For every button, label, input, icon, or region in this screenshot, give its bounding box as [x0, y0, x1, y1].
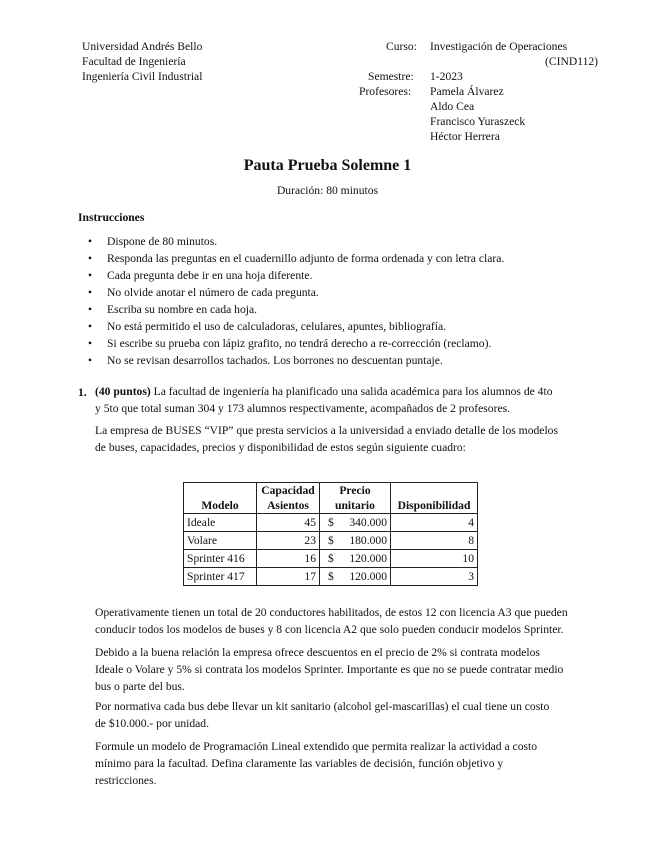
bullet-icon: •	[88, 337, 93, 350]
bullet-icon: •	[88, 286, 93, 299]
cell-price: $ 180.000	[320, 532, 391, 550]
cell-availability: 8	[391, 532, 478, 550]
course-code: (CIND112)	[545, 55, 599, 68]
question-number: 1.	[78, 386, 87, 399]
column-header-price: Precio unitario	[320, 483, 391, 514]
instruction-item: • Cada pregunta debe ir en una hoja diferente.	[88, 269, 313, 282]
cell-model: Sprinter 416	[184, 550, 257, 568]
task-paragraph: Formule un modelo de Programación Lineal extendido que permita realizar la actividad a costo mínimo para la facultad. Defina claramente las variables de decisión, función objetivo y restricciones.	[95, 740, 538, 787]
exam-duration: Duración: 80 minutos	[276, 184, 379, 197]
instructions-heading: Instrucciones	[78, 211, 145, 224]
company-paragraph: La empresa de BUSES “VIP” que presta servicios a la universidad a enviado detalle de los modelos de buses, capacidades, precios y disponibilidad de estos según siguiente cuadro:	[95, 424, 558, 454]
column-header-model: Modelo	[184, 483, 257, 514]
column-header-capacity: Capacidad Asientos	[257, 483, 320, 514]
cell-price: $ 120.000	[320, 568, 391, 586]
university-name: Universidad Andrés Bello	[82, 40, 203, 53]
bullet-icon: •	[88, 320, 93, 333]
table-row	[184, 514, 478, 532]
semester-value: 1-2023	[430, 70, 463, 83]
professors-label: Profesores:	[359, 85, 412, 98]
instruction-item: • No olvide anotar el número de cada pregunta.	[88, 286, 319, 299]
instruction-item: • Dispone de 80 minutos.	[88, 235, 218, 248]
professor-name: Héctor Herrera	[430, 130, 500, 143]
document-title: Pauta Prueba Solemne 1	[243, 157, 412, 174]
cell-price: $ 340.000	[320, 514, 391, 532]
table-row	[184, 532, 478, 550]
bullet-icon: •	[88, 269, 93, 282]
cell-price: $ 120.000	[320, 550, 391, 568]
cell-seats: 23	[257, 532, 320, 550]
semester-label: Semestre:	[368, 70, 414, 83]
bus-table	[183, 482, 478, 586]
column-header-availability: Disponibilidad	[391, 483, 478, 514]
program-name: Ingeniería Civil Industrial	[82, 70, 203, 83]
instruction-item: • No está permitido el uso de calculadoras, celulares, apuntes, bibliografía.	[88, 320, 446, 333]
question-points: (40 puntos)	[95, 385, 151, 398]
professor-name: Pamela Álvarez	[430, 85, 504, 98]
cell-availability: 3	[391, 568, 478, 586]
bullet-icon: •	[88, 252, 93, 265]
cell-model: Volare	[184, 532, 257, 550]
instruction-item: • Escriba su nombre en cada hoja.	[88, 303, 258, 316]
table-row	[184, 568, 478, 586]
bullet-icon: •	[88, 303, 93, 316]
drivers-paragraph: Operativamente tienen un total de 20 conductores habilitados, de estos 12 con licencia A3 que pueden conducir todos los modelos de buses y 8 con licencia A2 que solo pueden conducir modelos Sprinter.	[95, 606, 568, 636]
cell-seats: 17	[257, 568, 320, 586]
cell-availability: 10	[391, 550, 478, 568]
question-intro: (40 puntos) La facultad de ingeniería ha planificado una salida académica para los alumnos de 4to y 5to que total suman 304 y 173 alumnos respectivamente, acompañados de 2 profesores.	[95, 385, 553, 415]
professor-name: Aldo Cea	[430, 100, 475, 113]
discount-paragraph: Debido a la buena relación la empresa ofrece descuentos en el precio de 2% si contrata modelos Ideale o Volare y 5% si contrata los modelos Sprinter. Importante es que no se puede contratar medio bus o parte del bus.	[95, 646, 564, 693]
instruction-item: • Si escribe su prueba con lápiz grafito, no tendrá derecho a re-corrección (reclamo).	[88, 337, 492, 350]
table-row	[184, 550, 478, 568]
cell-availability: 4	[391, 514, 478, 532]
faculty-name: Facultad de Ingeniería	[82, 55, 186, 68]
bullet-icon: •	[88, 354, 93, 367]
cell-model: Ideale	[184, 514, 257, 532]
professor-name: Francisco Yuraszeck	[430, 115, 526, 128]
bullet-icon: •	[88, 235, 93, 248]
cell-seats: 45	[257, 514, 320, 532]
course-label: Curso:	[386, 40, 417, 53]
instruction-item: • No se revisan desarrollos tachados. Los borrones no descuentan puntaje.	[88, 354, 443, 367]
cell-seats: 16	[257, 550, 320, 568]
instructions-list	[78, 233, 504, 369]
cell-model: Sprinter 417	[184, 568, 257, 586]
sanitary-kit-paragraph: Por normativa cada bus debe llevar un kit sanitario (alcohol gel-mascarillas) el cual tiene un costo de $10.000.- por unidad.	[95, 700, 550, 730]
course-value: Investigación de Operaciones	[430, 40, 568, 53]
instruction-item: • Responda las preguntas en el cuadernillo adjunto de forma ordenada y con letra clara.	[88, 252, 505, 265]
